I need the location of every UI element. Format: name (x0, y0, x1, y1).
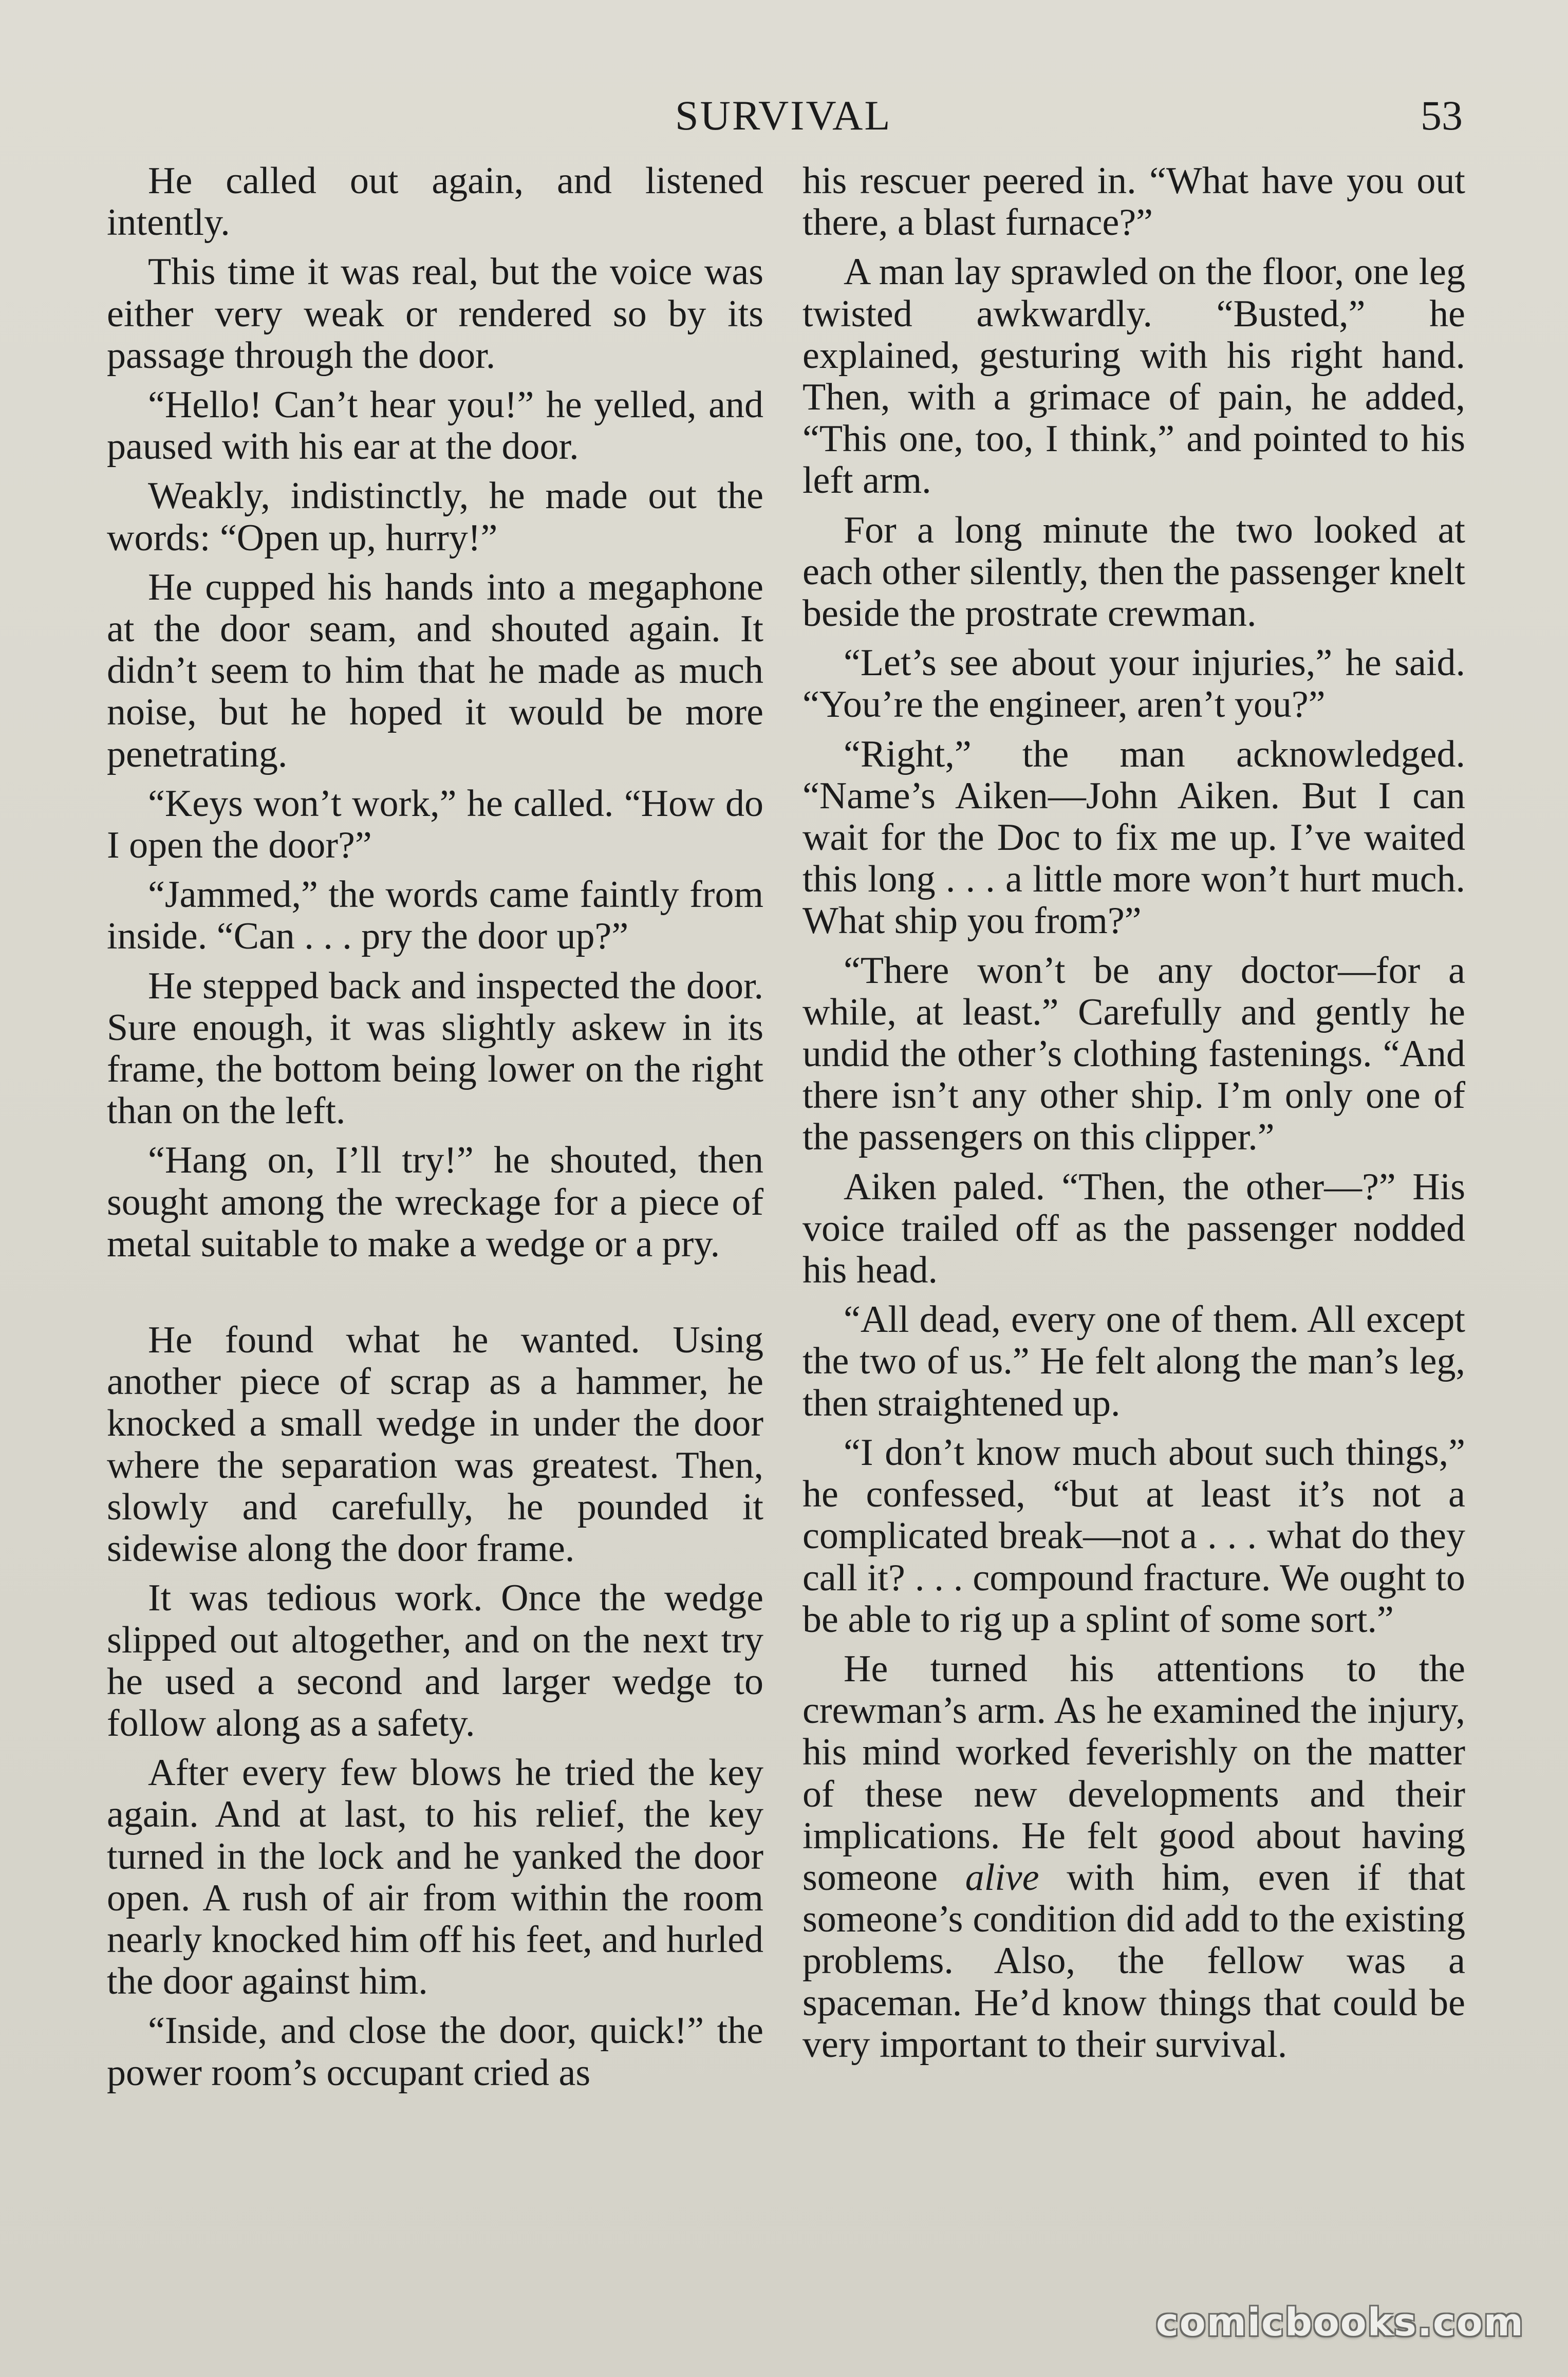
paragraph: He cupped his hands into a megaphone at the door seam, and shouted again. It didn’t seem to him that he made as much noise, but he hoped it would be more penetrating. (107, 566, 763, 775)
emphasis: alive (965, 1856, 1039, 1899)
paragraph: “All dead, every one of them. All except the two of us.” He felt along the man’s leg, then straightened up. (802, 1298, 1465, 1424)
watermark-logo: comicbooks.com (1156, 2300, 1524, 2345)
paragraph: It was tedious work. Once the wedge slipped out altogether, and on the next try he used a second and larger wedge to follow along as a safety. (107, 1577, 763, 1744)
paragraph-continuation: his rescuer peered in. “What have you out there, a blast furnace?” (802, 160, 1465, 244)
paragraph: “Let’s see about your injuries,” he said. “You’re the engineer, aren’t you?” (802, 642, 1465, 726)
paragraph: He stepped back and inspected the door. Sure enough, it was slightly askew in its frame, the bottom being lower on the right than on the left. (107, 964, 763, 1132)
running-head (0, 87, 1568, 144)
paragraph: “Keys won’t work,” he called. “How do I open the door?” (107, 782, 763, 867)
paragraph: For a long minute the two looked at each other silently, then the passenger knelt beside the prostrate crewman. (802, 509, 1465, 635)
paragraph (802, 1648, 1465, 2066)
page-number: 53 (1421, 92, 1463, 139)
paragraph: A man lay sprawled on the floor, one leg twisted awkwardly. “Busted,” he explained, gesturing with his right hand. Then, with a grimace of pain, he added, “This one, too, I think,” and pointed to his left arm. (802, 251, 1465, 502)
paragraph: “Right,” the man acknowledged. “Name’s Aiken—John Aiken. But I can wait for the Doc to fix me up. I’ve waited this long . . . a little more won’t hurt much. What ship you from?” (802, 733, 1465, 942)
paragraph: “I don’t know much about such things,” he confessed, “but at least it’s not a complicated break—not a . . . what do they call it? . . . compound fracture. We ought to be able to rig up a splint of some sort.” (802, 1431, 1465, 1641)
right-column (802, 160, 1465, 2073)
left-column (107, 160, 763, 2102)
paragraph: “Jammed,” the words came faintly from inside. “Can . . . pry the door up?” (107, 874, 763, 958)
paragraph: This time it was real, but the voice was either very weak or rendered so by its passage through the door. (107, 251, 763, 377)
paragraph-text: He turned his attentions to the crewman’s arm. As he examined the injury, his mind worked feverishly on the matter of these new developments and their implications. He felt good about having someone (802, 1647, 1465, 1899)
paragraph: He found what he wanted. Using another piece of scrap as a hammer, he knocked a small wedge in under the door where the separation was greatest. Then, slowly and carefully, he pounded it sidewise along the door frame. (107, 1319, 763, 1570)
paragraph-text: with him, even if that someone’s condition did add to the existing problems. Also, the fellow was a spaceman. He’d know things that could be very important to their survival. (802, 1856, 1465, 2066)
paragraph: “Hang on, I’ll try!” he shouted, then sought among the wreckage for a piece of metal suitable to make a wedge or a pry. (107, 1139, 763, 1265)
paragraph: He called out again, and listened intently. (107, 160, 763, 244)
running-title: SURVIVAL (675, 92, 892, 139)
paragraph: “Hello! Can’t hear you!” he yelled, and paused with his ear at the door. (107, 384, 763, 468)
paragraph: “There won’t be any doctor—for a while, at least.” Carefully and gently he undid the other’s clothing fastenings. “And there isn’t any other ship. I’m only one of the passengers on this clipper.” (802, 949, 1465, 1159)
paragraph: Aiken paled. “Then, the other—?” His voice trailed off as the passenger nodded his head. (802, 1165, 1465, 1292)
paragraph: After every few blows he tried the key again. And at last, to his relief, the key turned in the lock and he yanked the door open. A rush of air from within the room nearly knocked him off his feet, and hurled the door against him. (107, 1752, 763, 2003)
paragraph: “Inside, and close the door, quick!” the power room’s occupant cried as (107, 2010, 763, 2094)
paragraph: Weakly, indistinctly, he made out the words: “Open up, hurry!” (107, 475, 763, 559)
